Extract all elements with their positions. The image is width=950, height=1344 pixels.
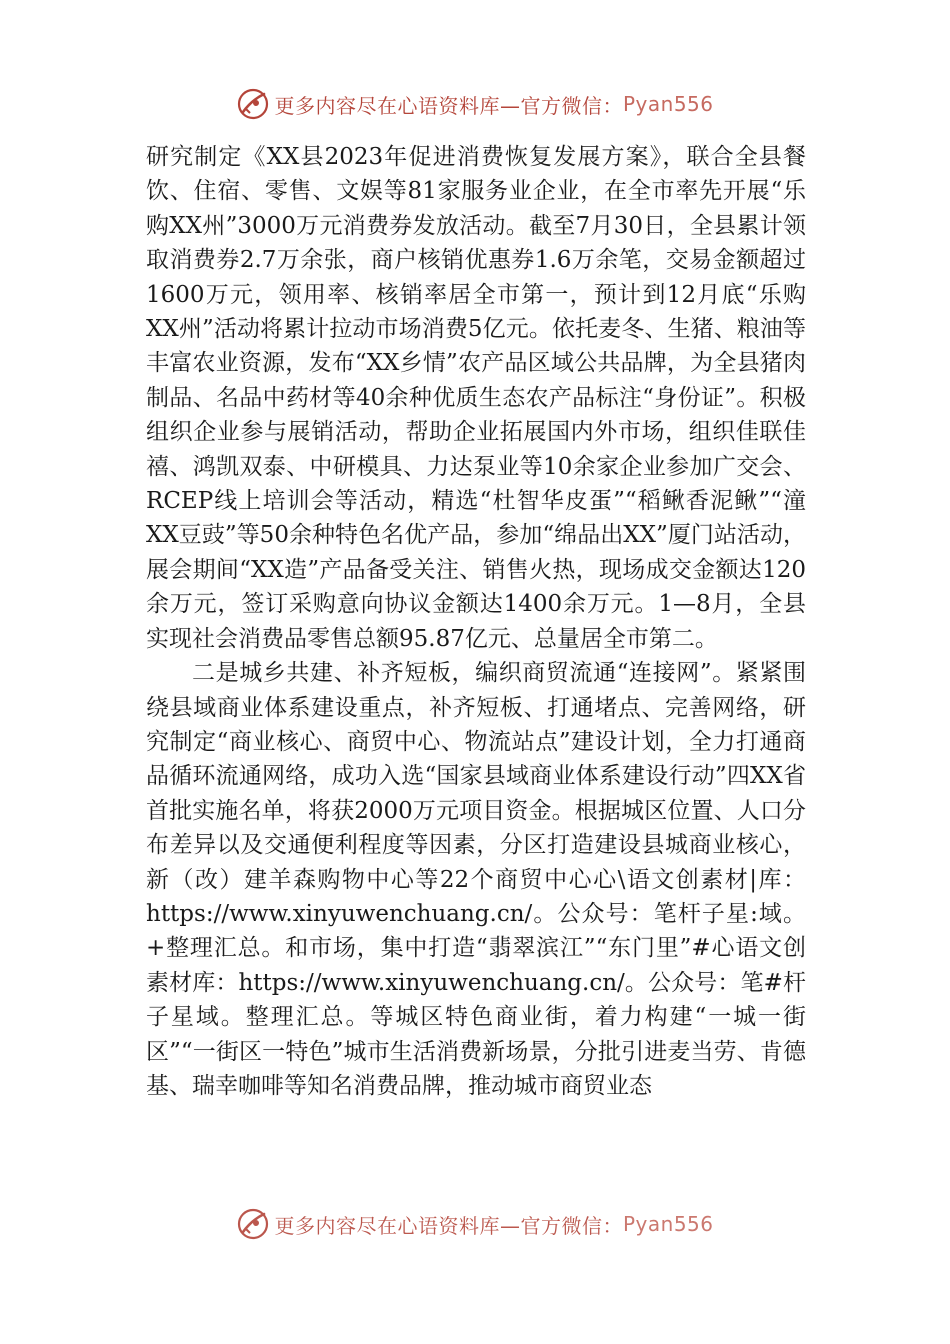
pen-logo-icon [236, 87, 270, 121]
wechat-id: Pyan556 [622, 1212, 714, 1236]
pen-logo-icon [236, 1207, 270, 1241]
paragraph: 二是城乡共建、补齐短板，编织商贸流通“连接网”。紧紧围绕县域商业体系建设重点，补齐短板、打通堵点、完善网络，研究制定“商业核心、商贸中心、物流站点”建设计划，全力打通商品循环流通网络，成功入选“国家县域商业体系建设行动”四XX省首批实施名单，将获2000万元项目资金。根据城区位置、人口分布差异以及交通便利程度等因素，分区打造建设县城商业核心，新（改）建羊森购物中心等22个商贸中心心\语文创素材|库：https://www.xinyuwenchuang.cn/。公众号：笔杆子星:域。+整理汇总。和市场，集中打造“翡翠滨江”“东门里”#心语文创素材库：https://www.xinyuwenchuang.cn/。公众号：笔#杆子星域。整理汇总。等城区特色商业街，着力构建“一城一街区”“一街区一特色”城市生活消费新场景，分批引进麦当劳、肯德基、瑞幸咖啡等知名消费品牌，推动城市商贸业态 [146, 660, 806, 1099]
header-watermark-banner [0, 84, 950, 124]
paragraph: 研究制定《XX县2023年促进消费恢复发展方案》，联合全县餐饮、住宿、零售、文娱等81家服务业企业，在全市率先开展“乐购XX州”3000万元消费券发放活动。截至7月30日，全县累计领取消费券2.7万余张，商户核销优惠券1.6万余笔，交易金额超过1600万元，领用率、核销率居全市第一，预计到12月底“乐购XX州”活动将累计拉动市场消费5亿元。依托麦冬、生猪、粮油等丰富农业资源，发布“XX乡情”农产品区域公共品牌，为全县猪肉制品、名品中药材等40余种优质生态农产品标注“身份证”。积极组织企业参与展销活动，帮助企业拓展国内外市场，组织佳联佳禧、鸿凯双泰、中研模具、力达泵业等10余家企业参加广交会、RCEP线上培训会等活动，精选“杜智华皮蛋”“稻鳅香泥鳅”“潼XX豆豉”等50余种特色名优产品，参加“绵品出XX”厦门站活动，展会期间“XX造”产品备受关注、销售火热，现场成交金额达120余万元，签订采购意向协议金额达1400余万元。1—8月，全县实现社会消费品零售总额95.87亿元、总量居全市第二。 [146, 144, 806, 652]
footer-watermark-banner [0, 1206, 950, 1242]
wechat-id: Pyan556 [622, 92, 714, 116]
document-body [146, 140, 806, 1103]
banner-title: 更多内容尽在心语资料库—官方微信： [274, 93, 623, 118]
banner-title: 更多内容尽在心语资料库—官方微信： [274, 1213, 623, 1238]
